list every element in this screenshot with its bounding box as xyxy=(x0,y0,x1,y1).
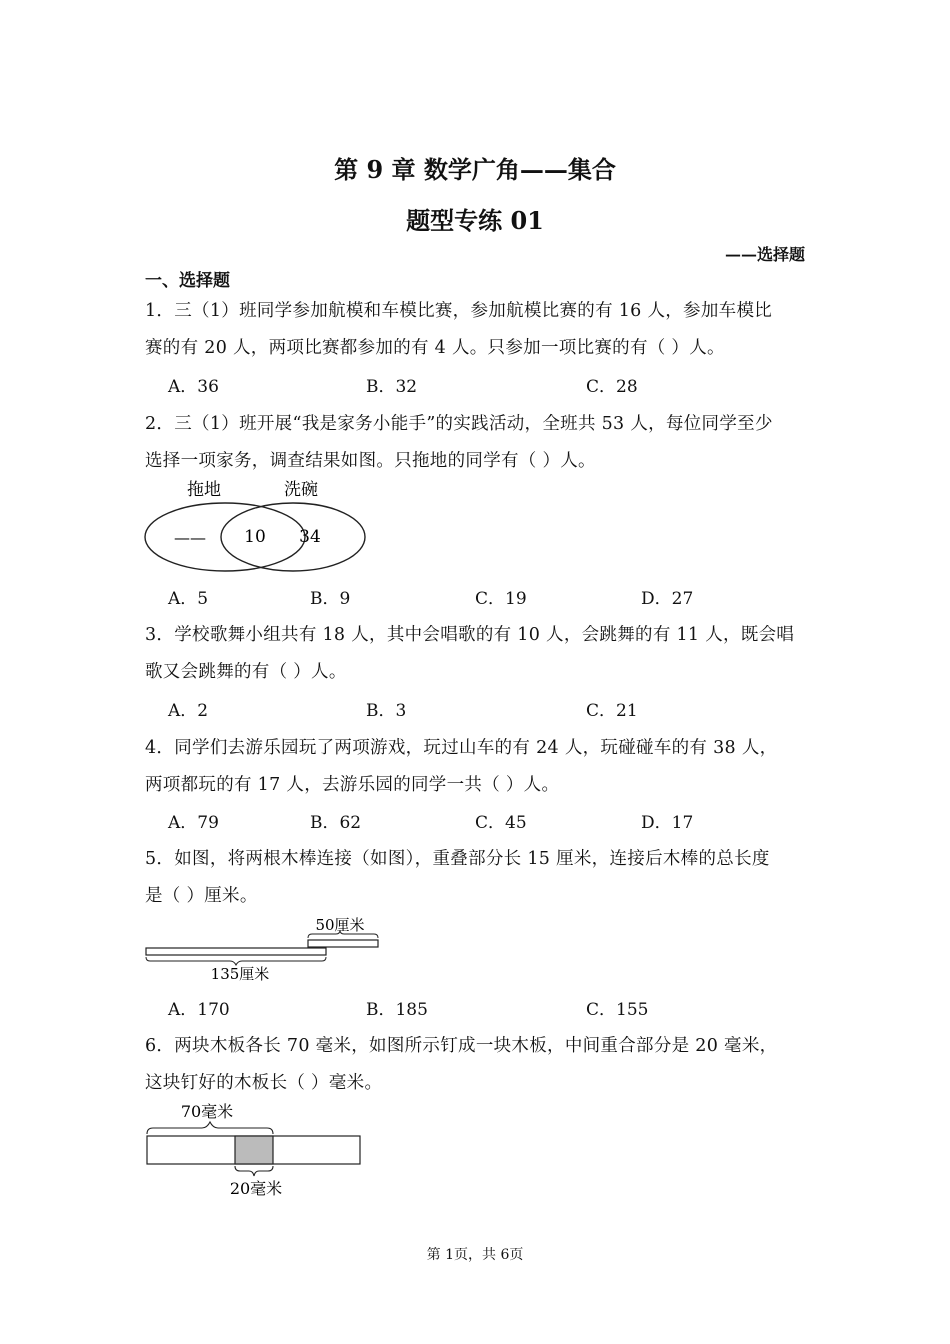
q5-option-a: A．170 xyxy=(168,1000,230,1020)
q3-option-a: A．2 xyxy=(168,701,209,721)
q2-line-1: 2．三（1）班开展“我是家务小能手”的实践活动，全班共 53 人，每位同学至少 xyxy=(145,414,773,434)
venn-left-circle xyxy=(145,503,305,571)
venn-middle-value: 10 xyxy=(244,527,266,547)
q2-option-a: A．5 xyxy=(168,589,209,609)
q4-line-1: 4．同学们去游乐园玩了两项游戏，玩过山车的有 24 人，玩碰碰车的有 38 人， xyxy=(145,738,778,758)
q6-line-2: 这块钉好的木板长（ ）毫米。 xyxy=(145,1073,383,1093)
page-title: 第 9 章 数学广角——集合 xyxy=(334,155,616,184)
page-footer: 第 1页，共 6页 xyxy=(426,1247,524,1263)
q2-option-b: B．9 xyxy=(310,589,351,609)
q1-line-1: 1．三（1）班同学参加航模和车模比赛，参加航模比赛的有 16 人，参加车模比 xyxy=(145,301,773,321)
sticks-bottom-label: 135厘米 xyxy=(210,965,270,983)
sticks-bottom-brace xyxy=(146,957,326,965)
q5-line-2: 是（ ）厘米。 xyxy=(145,886,258,906)
q4-option-c: C．45 xyxy=(475,813,527,833)
q2-line-2: 选择一项家务，调查结果如图。只拖地的同学有（ ）人。 xyxy=(145,451,596,471)
stick-short xyxy=(308,940,378,947)
venn-right-label: 洗碗 xyxy=(284,480,318,500)
q1-option-c: C．28 xyxy=(586,377,638,397)
page-subtitle: 题型专练 01 xyxy=(406,206,544,235)
sticks-diagram xyxy=(140,910,390,988)
q3-line-1: 3．学校歌舞小组共有 18 人，其中会唱歌的有 10 人，会跳舞的有 11 人，既会唱 xyxy=(145,625,795,645)
q2-option-c: C．19 xyxy=(475,589,527,609)
q1-option-a: A．36 xyxy=(168,377,219,397)
venn-right-value: 34 xyxy=(299,527,321,547)
venn-diagram xyxy=(138,474,378,579)
q5-option-b: B．185 xyxy=(366,1000,428,1020)
boards-overlap xyxy=(235,1136,273,1164)
q6-line-1: 6．两块木板各长 70 毫米，如图所示钉成一块木板，中间重合部分是 20 毫米， xyxy=(145,1036,778,1056)
section-heading: 一、选择题 xyxy=(145,271,230,291)
sticks-top-label: 50厘米 xyxy=(315,916,365,934)
boards-bottom-brace xyxy=(235,1166,273,1176)
q3-option-c: C．21 xyxy=(586,701,638,721)
q4-line-2: 两项都玩的有 17 人，去游乐园的同学一共（ ）人。 xyxy=(145,775,560,795)
boards-top-label: 70毫米 xyxy=(180,1102,234,1121)
venn-right-circle xyxy=(221,503,365,571)
q3-option-b: B．3 xyxy=(366,701,407,721)
q3-line-2: 歌又会跳舞的有（ ）人。 xyxy=(145,662,347,682)
q2-option-d: D．27 xyxy=(641,589,694,609)
q5-option-c: C．155 xyxy=(586,1000,649,1020)
q1-line-2: 赛的有 20 人，两项比赛都参加的有 4 人。只参加一项比赛的有（ ）人。 xyxy=(145,338,725,358)
q4-option-b: B．62 xyxy=(310,813,362,833)
question-type-label: ——选择题 xyxy=(724,245,805,264)
q4-option-d: D．17 xyxy=(641,813,694,833)
stick-long xyxy=(146,948,326,955)
boards-bottom-label: 20毫米 xyxy=(229,1179,283,1198)
q4-option-a: A．79 xyxy=(168,813,219,833)
q5-line-1: 5．如图，将两根木棒连接（如图），重叠部分长 15 厘米，连接后木棒的总长度 xyxy=(145,849,770,869)
venn-left-label: 拖地 xyxy=(187,480,221,500)
boards-diagram xyxy=(140,1098,370,1202)
venn-left-value: —— xyxy=(174,528,206,547)
q1-option-b: B．32 xyxy=(366,377,418,397)
boards-top-brace xyxy=(147,1122,273,1134)
